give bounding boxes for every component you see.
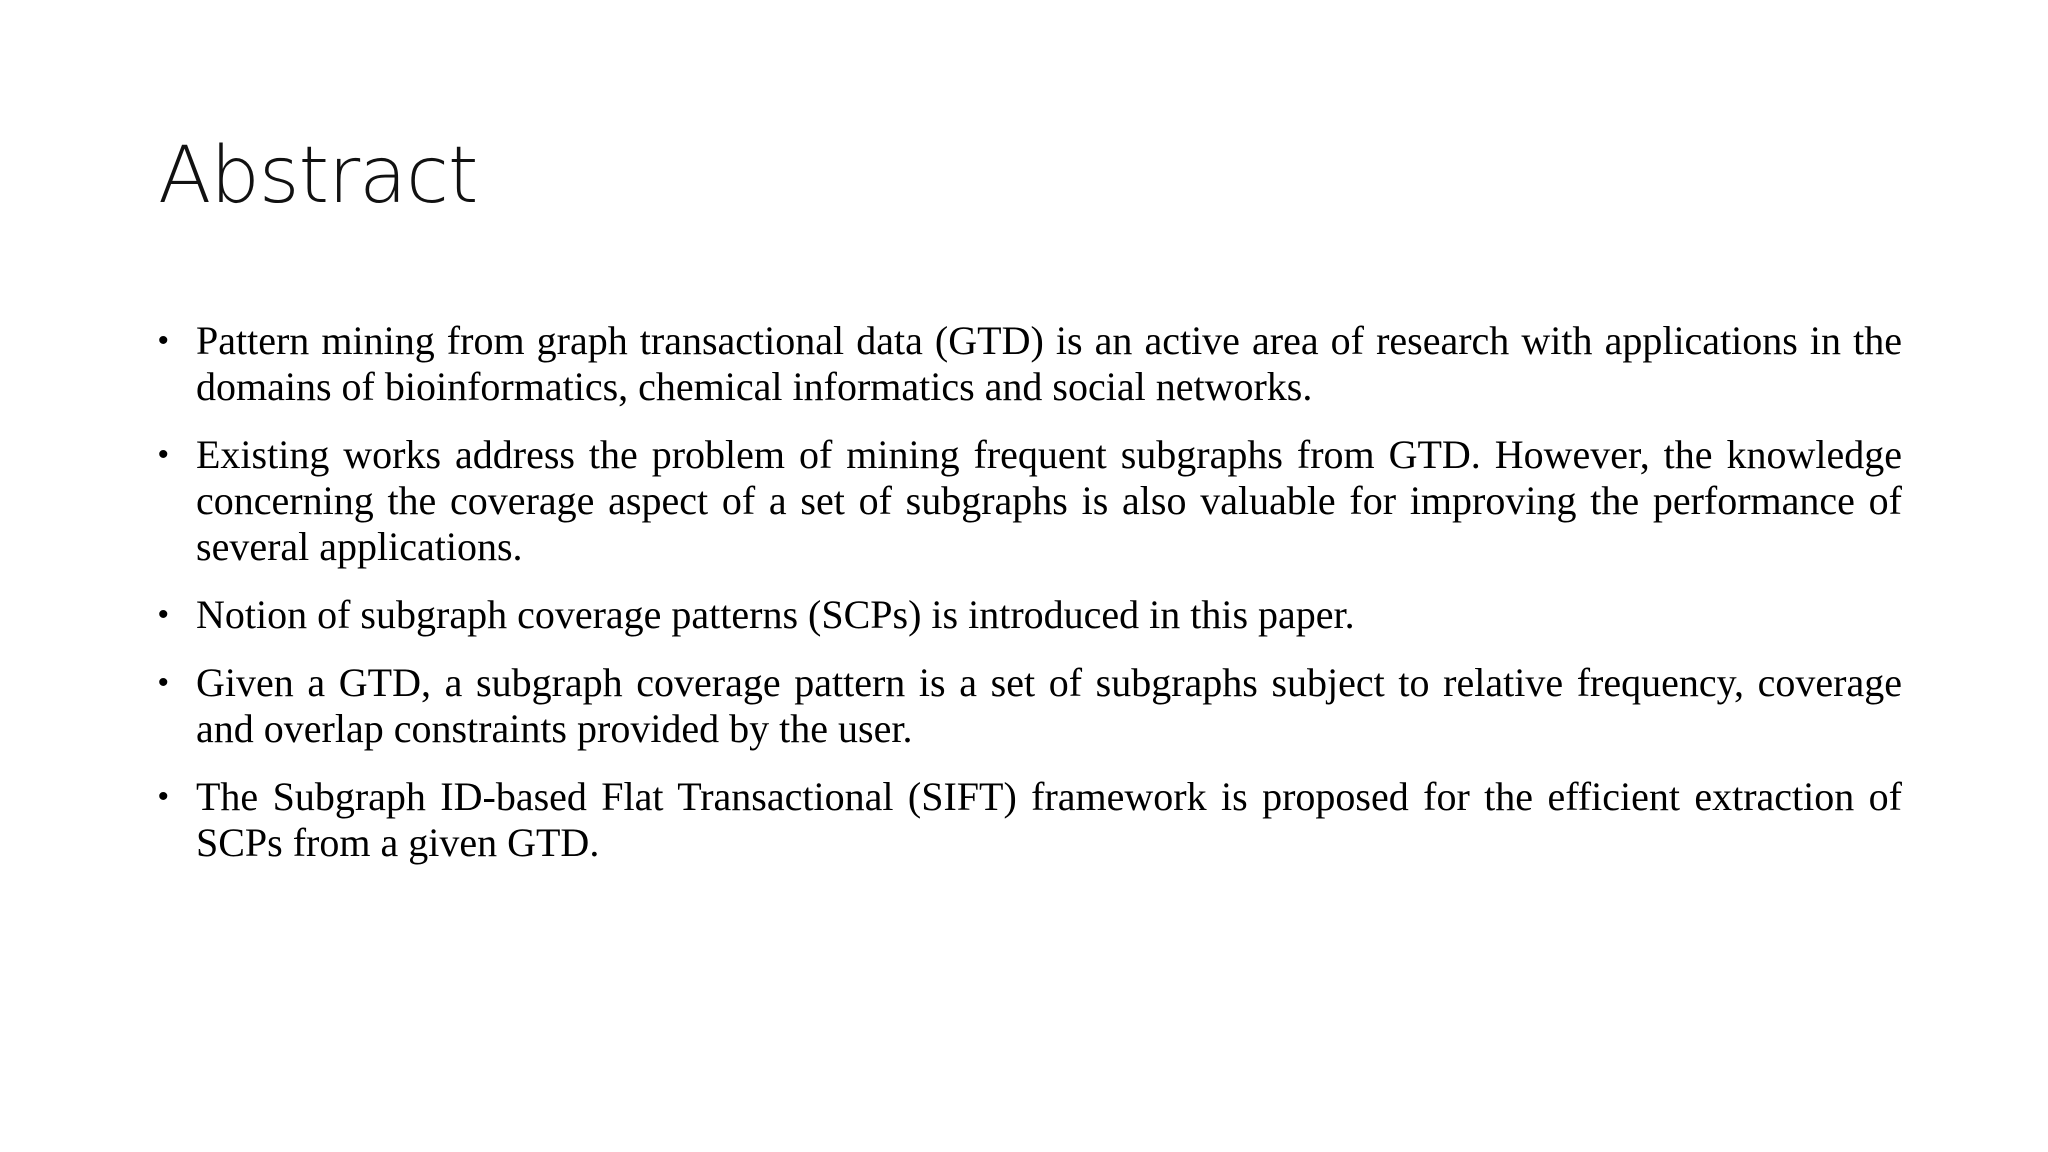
- bullet-icon: •: [158, 666, 169, 699]
- bullet-text-5: The Subgraph ID-based Flat Transactional (SIFT) framework is proposed for the efficient extraction of SCPs from a given GTD.: [196, 774, 1902, 865]
- slide-title: Abstract: [158, 131, 478, 221]
- bullet-icon: •: [158, 598, 169, 631]
- bullet-text-4: Given a GTD, a subgraph coverage pattern is a set of subgraphs subject to relative frequency, coverage and overlap constraints provided by the user.: [196, 660, 1902, 751]
- bullet-text-2: Existing works address the problem of mining frequent subgraphs from GTD. However, the knowledge concerning the coverage aspect of a set of subgraphs is also valuable for improving the performance of several applications.: [196, 432, 1902, 569]
- bullet-text-1: Pattern mining from graph transactional data (GTD) is an active area of research with applications in the domains of bioinformatics, chemical informatics and social networks.: [196, 318, 1902, 409]
- bullet-item-2: [158, 432, 1902, 570]
- bullet-list: [158, 318, 1902, 888]
- bullet-text-3: Notion of subgraph coverage patterns (SCPs) is introduced in this paper.: [196, 592, 1355, 637]
- bullet-item-3: [158, 592, 1902, 638]
- bullet-item-1: [158, 318, 1902, 410]
- bullet-item-4: [158, 660, 1902, 752]
- bullet-icon: •: [158, 324, 169, 357]
- bullet-item-5: [158, 774, 1902, 866]
- bullet-icon: •: [158, 438, 169, 471]
- bullet-icon: •: [158, 780, 169, 813]
